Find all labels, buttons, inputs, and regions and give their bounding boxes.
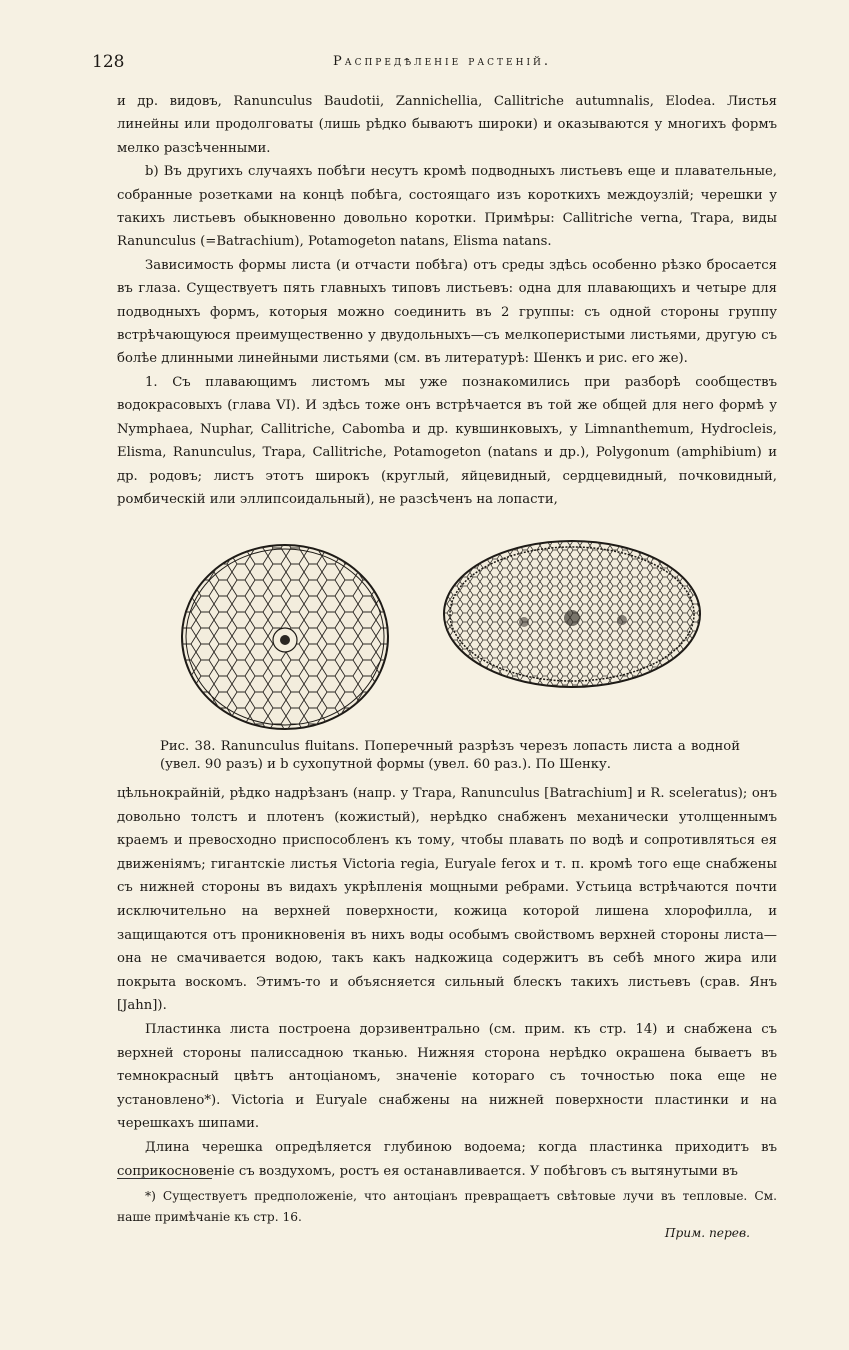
paragraph: b) Въ другихъ случаяхъ побѣги несутъ кромѣ подводныхъ листьевъ еще и плавательные, собранные розетками на концѣ побѣга, состоящаго изъ короткихъ междоузлій; черешки у такихъ листьевъ обыкновенно довольно коротки. Примѣры: Callitriche verna, Trapa, виды Ranunculus (=Batrachium), Potamogeton natans, Elisma natans. xyxy=(117,164,777,250)
paragraph: Пластинка листа построена дорзивентрально (см. прим. къ стр. 14) и снабжена съ верхней стороны палиссадною тканью. Нижняя сторона нерѣдко окрашена бываетъ въ темнокрасный цвѣтъ антоціаномъ, значеніе котораго съ точностью пока еще не установлено*). Victoria и Euryale снабжены на нижней поверхности пластинки и на черешкахъ шипами. xyxy=(117,1021,777,1132)
running-title: Распредѣленіе растеній. xyxy=(333,54,551,69)
footnote: *) Существуетъ предположеніе, что антоціанъ превращаетъ свѣтовые лучи въ тепловые. См. наше примѣчаніе къ стр. 16. xyxy=(117,1189,777,1224)
section-b-terrestrial xyxy=(442,540,702,690)
paragraph: и др. видовъ, Ranunculus Baudotii, Zannichellia, Callitriche autumnalis, Elodea. Листья линейны или продолговаты (лишь рѣдко бываютъ широки) и оказываются у многихъ формъ мелко разсѣченными. xyxy=(117,94,777,156)
footnote-divider xyxy=(117,1178,212,1179)
paragraph: Зависимость формы листа (и отчасти побѣга) отъ среды здѣсь особенно рѣзко бросается въ глаза. Существуетъ пять главныхъ типовъ листьевъ: одна для плавающихъ и четыре для подводныхъ формъ, которыя можно соединить въ 2 группы: съ одной стороны группу встрѣчающуюся преимущественно у двудольныхъ—съ мелкоперистыми листьями, другую съ болѣе длинными линейными листьями (см. въ литературѣ: Шенкъ и рис. его же). xyxy=(117,257,777,367)
leaf-cross-section-illustration xyxy=(160,532,760,742)
section-a-aquatic xyxy=(180,542,390,732)
paragraph: цѣльнокрайній, рѣдко надрѣзанъ (напр. у Trapa, Ranunculus [Batrachium] и R. sceleratus); онъ довольно толстъ и плотенъ (кожистый), нерѣдко снабженъ механически утолщеннымъ краемъ и превосходно приспособленъ къ тому, чтобы плавать по водѣ и сопротивляться ея движеніямъ; гигантскіе листья Victoria regia, Euryale ferox и т. п. кромѣ того еще снабжены съ нижней стороны въ видахъ укрѣпленія мощными ребрами. Устьица встрѣчаются почти исключительно на верхней поверхности, кожица которой лишена хлорофилла, и защищаются отъ проникновенія въ нихъ воды особымъ свойствомъ верхней стороны листа—она не смачивается водою, такъ какъ надкожица содержитъ въ себѣ много жира или покрыта воскомъ. Этимъ-то и объясняется сильный блескъ такихъ листьевъ (срав. Янъ [Jahn]). xyxy=(117,786,777,1014)
paragraph: Длина черешка опредѣляется глубиною водоема; когда пластинка приходитъ въ соприкосновеніе съ воздухомъ, ростъ ея останавливается. У побѣговъ съ вытянутыми въ xyxy=(117,1139,777,1179)
page-header xyxy=(92,52,792,78)
body-text-top xyxy=(117,90,777,511)
figure-38 xyxy=(160,532,760,742)
translator-note: Прим. перев. xyxy=(664,1226,750,1240)
figure-caption: Рис. 38. Ranunculus fluitans. Поперечный разрѣзъ черезъ лопасть листа a водной (увел. 90 разъ) и b сухопутной формы (увел. 60 раз.). По Шенку. xyxy=(160,739,740,772)
page-number: 128 xyxy=(92,52,125,72)
paragraph: 1. Съ плавающимъ листомъ мы уже познакомились при разборѣ сообществъ водокрасовыхъ (глава VI). И здѣсь тоже онъ встрѣчается въ той же общей для него формѣ у Nymphaea, Nuphar, Callitriche, Cabomba и др. кувшинковыхъ, у Limnanthemum, Hydrocleis, Elisma, Ranunculus, Trapa, Callitriche, Potamogeton (natans и др.), Polygonum (amphibium) и др. родовъ; листъ этотъ широкъ (круглый, яйцевидный, сердцевидный, почковидный, ромбическій или эллипсоидальный), не разсѣченъ на лопасти, xyxy=(117,374,777,507)
body-text-bottom xyxy=(117,782,777,1183)
